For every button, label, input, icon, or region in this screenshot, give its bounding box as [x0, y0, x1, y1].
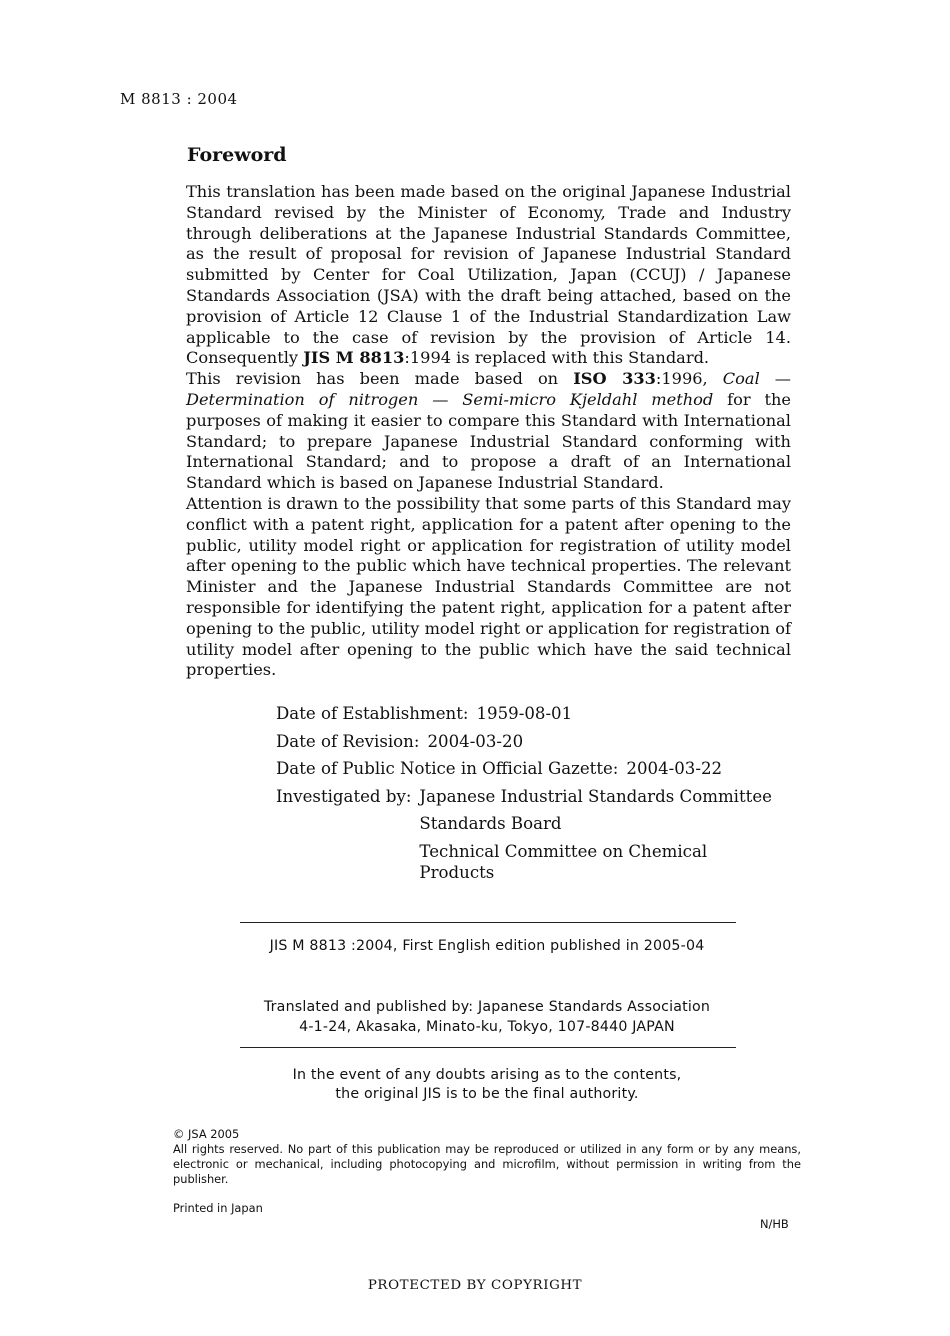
- establishment-row: Date of Establishment: 1959-08-01: [276, 704, 573, 723]
- publisher-info: Translated and published by: Japanese Standards Association 4-1-24, Akasaka, Minato-ku, Tokyo, 107-8440 JAPAN: [263, 999, 711, 1035]
- printed-location: Printed in Japan: [173, 1201, 263, 1215]
- gazette-row: Date of Public Notice in Official Gazette: 2004-03-22: [276, 759, 723, 778]
- revision-row: Date of Revision: 2004-03-20: [276, 731, 524, 751]
- iso-reference: ISO 333: [573, 369, 656, 389]
- iso-title: Coal — Determination of nitrogen — Semi-micro Kjeldahl method: [186, 369, 791, 409]
- investigating-bodies: Japanese Industrial Standards Committee Standards Board Technical Committee on Chemical Products: [419, 786, 772, 882]
- foreword-body: [186, 182, 791, 681]
- foreword-paragraph-2: This revision has been made based on ISO 333:1996, Coal — Determination of nitrogen — Semi-micro Kjeldahl method for the purposes of making it easier to compare this Standard with International Standard; to prepare Japanese Industrial Standard conforming with International Standard; and to propose a draft of an International Standard which is based on Japanese Industrial Standard.: [186, 369, 791, 493]
- foreword-paragraph-3: Attention is drawn to the possibility that some parts of this Standard may conflict with a patent right, application for a patent after opening to the public, utility model right or application for registration of utility model after opening to the public which have technical properties. The relevant Minister and the Japanese Industrial Standards Committee are not responsible for identifying the patent right, application for a patent after opening to the public, utility model right or application for registration of utility model after opening to the public which have the said technical properties.: [186, 493, 791, 680]
- dates-block: [276, 703, 816, 896]
- foreword-heading: Foreword: [187, 144, 287, 166]
- divider-bottom: [240, 1047, 736, 1048]
- document-code: M 8813 : 2004: [120, 90, 238, 108]
- superseded-standard: JIS M 8813: [303, 348, 405, 368]
- divider-top: [240, 922, 736, 923]
- copyright-notice: [173, 1127, 801, 1187]
- investigated-row: Investigated by: Japanese Industrial Standards Committee Standards Board Technical Committee on Chemical Products: [276, 786, 816, 890]
- copyright-footer: PROTECTED BY COPYRIGHT: [367, 1278, 583, 1293]
- copyright-holder: © JSA 2005: [173, 1127, 240, 1141]
- rights-statement: All rights reserved. No part of this publication may be reproduced or utilized in any form or by any means, electronic or mechanical, including photocopying and microfilm, without permission in writing from the publisher.: [173, 1142, 801, 1186]
- foreword-paragraph-1: This translation has been made based on the original Japanese Industrial Standard revised by the Minister of Economy, Trade and Industry through deliberations at the Japanese Industrial Standards Committee, as the result of proposal for revision of Japanese Industrial Standard submitted by Center for Coal Utilization, Japan (CCUJ) / Japanese Standards Association (JSA) with the draft being attached, based on the provision of Article 12 Clause 1 of the Industrial Standardization Law applicable to the case of revision by the provision of Article 14. Consequently JIS M 8813:1994 is replaced with this Standard.: [186, 182, 791, 368]
- edition-note: JIS M 8813 :2004, First English edition published in 2005-04: [269, 938, 705, 954]
- authority-note: In the event of any doubts arising as to the contents, the original JIS is to be the final authority.: [292, 1067, 682, 1102]
- code-nhb: N/HB: [760, 1217, 789, 1231]
